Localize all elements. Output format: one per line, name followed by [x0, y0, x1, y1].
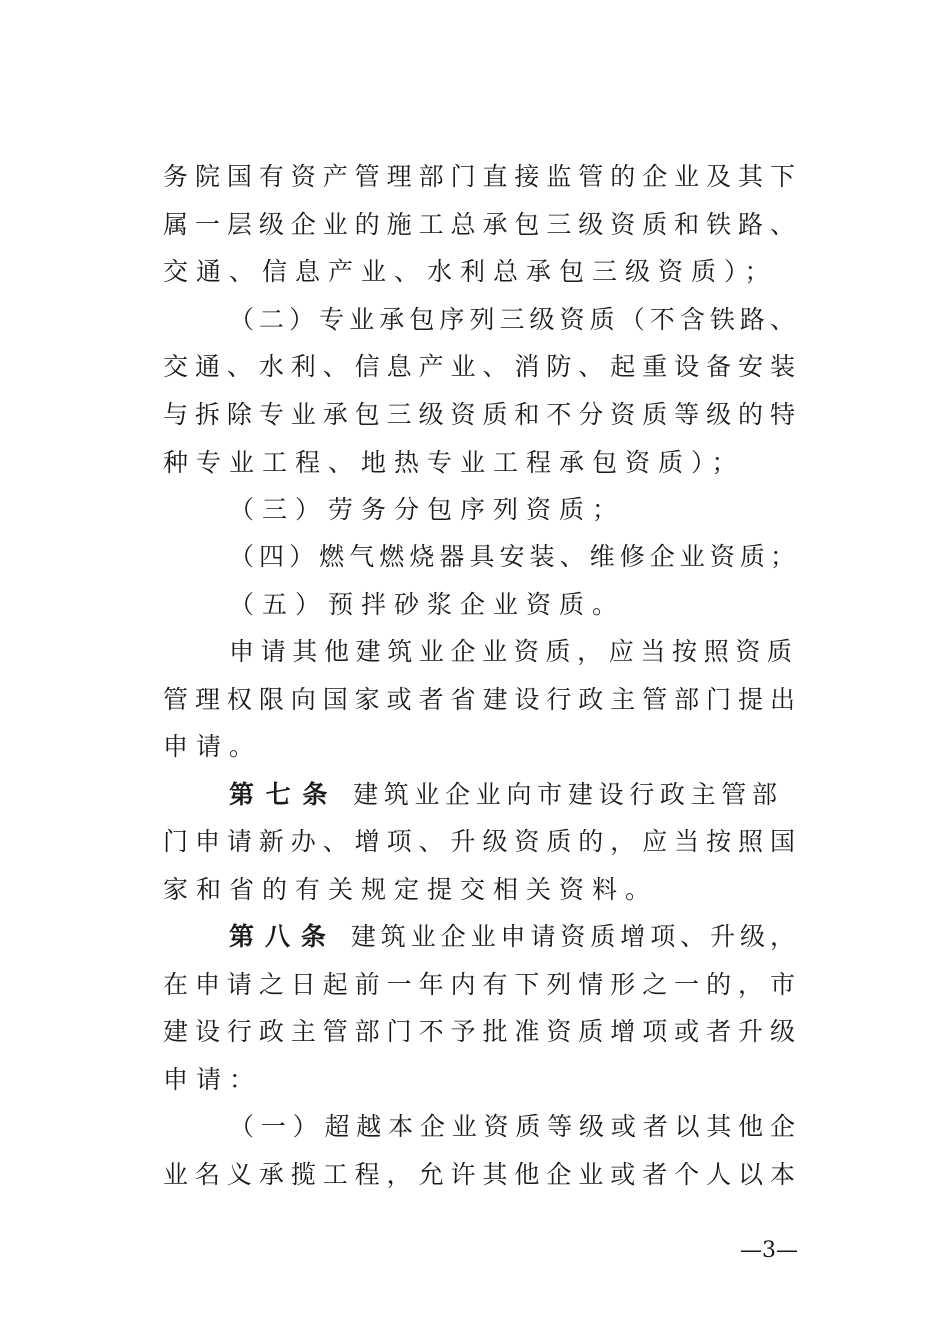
article-heading: 第七条 [229, 780, 340, 809]
text-line: （一）超越本企业资质等级或者以其他企 [229, 1112, 795, 1141]
article-eight-line [229, 917, 795, 957]
article-heading: 第八条 [229, 922, 337, 951]
text-line: （二）专业承包序列三级资质（不含铁路、 [229, 305, 795, 334]
text-span: 建筑业企业申请资质增项、升级， [350, 922, 795, 951]
text-line: 交通、信息产业、水利总承包三级资质）； [163, 257, 778, 286]
text-line: （三）劳务分包序列资质； [229, 495, 626, 524]
text-line: 申请。 [163, 732, 263, 761]
text-line: 在申请之日起前一年内有下列情形之一的，市 [163, 970, 795, 999]
text-line: 种专业工程、地热专业工程承包资质）； [163, 448, 745, 477]
page-number: —3— [740, 1238, 798, 1263]
text-line: 家和省的有关规定提交相关资料。 [163, 875, 659, 904]
article-seven-line [229, 775, 777, 815]
text-line: 业名义承揽工程，允许其他企业或者个人以本 [163, 1160, 795, 1189]
text-span: 建筑业企业向市建设行政主管部 [353, 780, 777, 809]
text-line: （五）预拌砂浆企业资质。 [229, 590, 626, 619]
text-line: 门申请新办、增项、升级资质的，应当按照国 [163, 827, 795, 856]
text-line: 属一层级企业的施工总承包三级资质和铁路、 [163, 210, 795, 239]
text-line: 管理权限向国家或者省建设行政主管部门提出 [163, 685, 795, 714]
text-line: 申请其他建筑业企业资质，应当按照资质 [229, 637, 792, 666]
text-line: 务院国有资产管理部门直接监管的企业及其下 [163, 162, 795, 191]
text-line: 建设行政主管部门不予批准资质增项或者升级 [163, 1017, 795, 1046]
text-line: 申请： [163, 1065, 263, 1094]
text-line: 与拆除专业承包三级资质和不分资质等级的特 [163, 400, 795, 429]
text-line: （四）燃气燃烧器具安装、维修企业资质； [229, 542, 795, 571]
text-line: 交通、水利、信息产业、消防、起重设备安装 [163, 352, 795, 381]
